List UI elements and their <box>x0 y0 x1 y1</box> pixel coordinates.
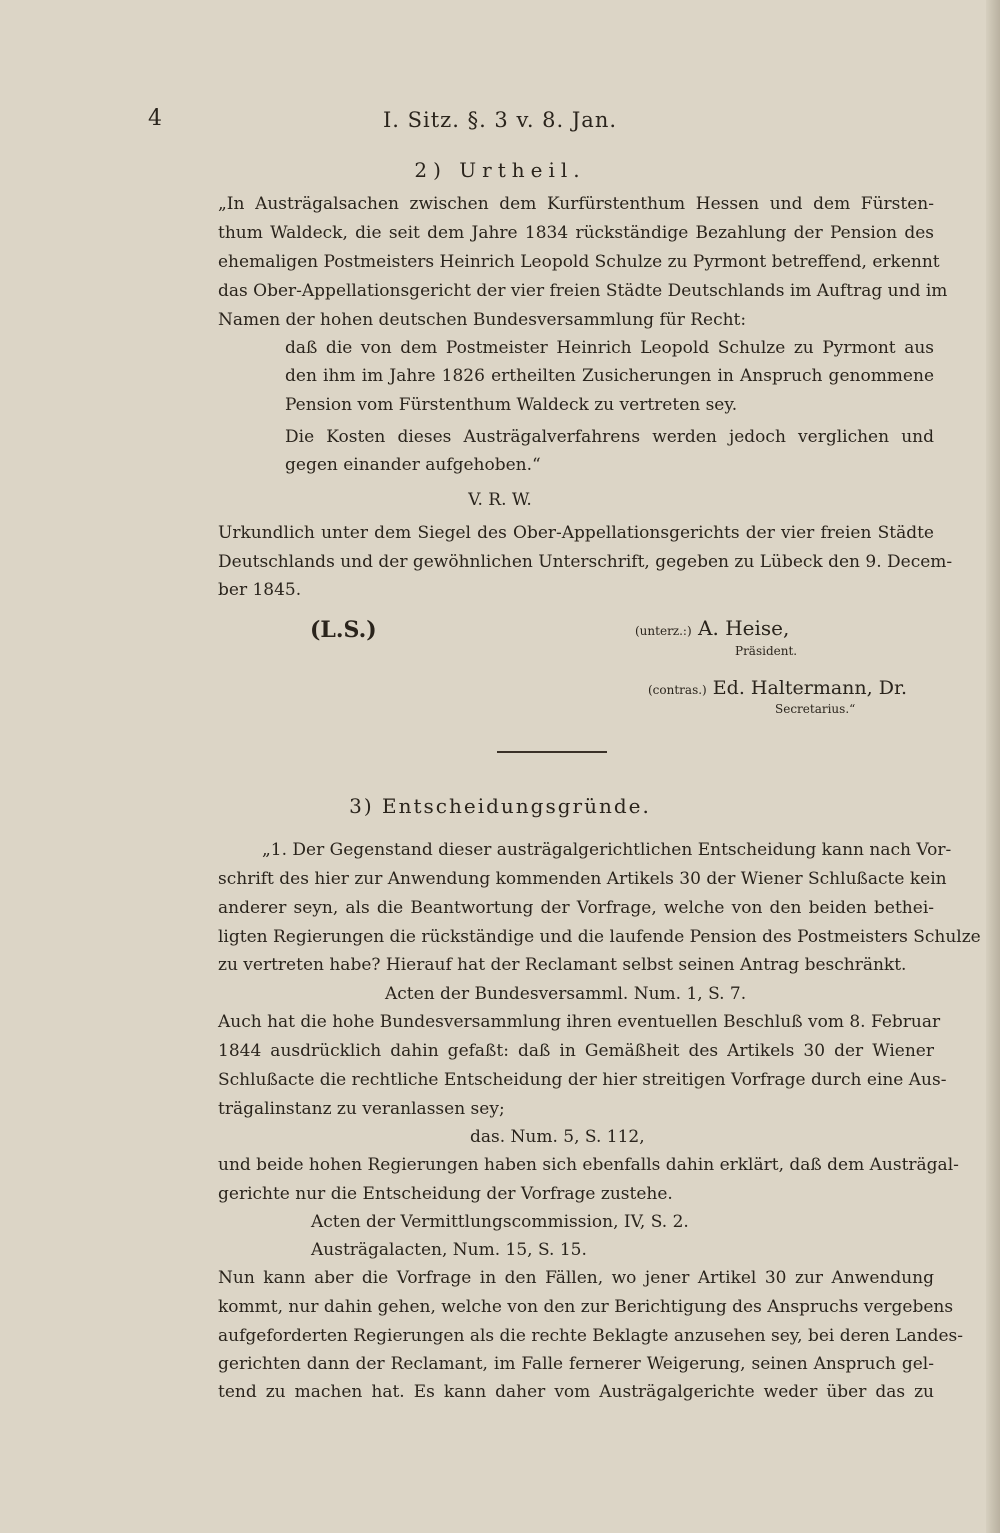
text-line: ehemaligen Postmeisters Heinrich Leopold Schulze zu Pyrmont betreffend, erkennt <box>218 252 940 272</box>
text-line: das Ober-Appellationsgericht der vier freien Städte Deutschlands im Auftrag und im <box>218 281 948 301</box>
reference-line: das. Num. 5, S. 112, <box>470 1127 645 1147</box>
ruling-line: den ihm im Jahre 1826 ertheilten Zusicherungen in Anspruch genommene <box>285 366 934 386</box>
section-title-entscheidungsgruende: 3) Entscheidungsgründe. <box>349 794 651 818</box>
ruling-line: daß die von dem Postmeister Heinrich Leopold Schulze zu Pyrmont aus <box>285 338 934 358</box>
costs-line: Die Kosten dieses Austrägalverfahrens werden jedoch verglichen und <box>285 427 934 447</box>
text-line: zu vertreten habe? Hierauf hat der Reclamant selbst seinen Antrag beschränkt. <box>218 955 907 975</box>
text-line: tend zu machen hat. Es kann daher vom Austrägalgerichte weder über das zu <box>218 1382 934 1402</box>
text-line: 1844 ausdrücklich dahin gefaßt: daß in Gemäßheit des Artikels 30 der Wiener <box>218 1041 934 1061</box>
section-title-urtheil: 2) Urtheil. <box>414 158 586 182</box>
reference-line: Acten der Bundesversamml. Num. 1, S. 7. <box>385 984 747 1004</box>
text-line: thum Waldeck, die seit dem Jahre 1834 rückständige Bezahlung der Pension des <box>218 223 934 243</box>
text-line: und beide hohen Regierungen haben sich ebenfalls dahin erklärt, daß dem Austrägal- <box>218 1155 959 1175</box>
signature-title: Präsident. <box>735 644 798 658</box>
attest-line: ber 1845. <box>218 580 302 600</box>
text-line: trägalinstanz zu veranlassen sey; <box>218 1099 505 1119</box>
signature-name: Ed. Haltermann, Dr. <box>712 677 907 699</box>
text-line: ligten Regierungen die rückständige und die laufende Pension des Postmeisters Schulze <box>218 927 981 947</box>
signature-label: (unterz.:) <box>635 624 692 638</box>
text-line: Schlußacte die rechtliche Entscheidung der hier streitigen Vorfrage durch eine Aus- <box>218 1070 947 1090</box>
vrw-formula: V. R. W. <box>468 490 532 510</box>
text-line: schrift des hier zur Anwendung kommenden Artikels 30 der Wiener Schlußacte kein <box>218 869 947 889</box>
reference-line: Acten der Vermittlungscommission, IV, S. 2. <box>311 1212 689 1232</box>
text-line: Namen der hohen deutschen Bundesversammlung für Recht: <box>218 310 747 330</box>
attest-line: Deutschlands und der gewöhnlichen Unterschrift, gegeben zu Lübeck den 9. Decem- <box>218 552 953 572</box>
text-line: „1. Der Gegenstand dieser austrägalgerichtlichen Entscheidung kann nach Vor- <box>262 840 952 860</box>
text-line: kommt, nur dahin gehen, welche von den zur Berichtigung des Anspruchs vergebens <box>218 1297 954 1317</box>
text-line: anderer seyn, als die Beantwortung der Vorfrage, welche von den beiden bethei- <box>218 898 934 918</box>
text-line: aufgeforderten Regierungen als die rechte Beklagte anzusehen sey, bei deren Landes- <box>218 1326 964 1346</box>
section-divider <box>497 751 607 753</box>
signature-president <box>635 616 935 643</box>
text-line: Nun kann aber die Vorfrage in den Fällen, wo jener Artikel 30 zur Anwendung <box>218 1268 934 1288</box>
signature-title: Secretarius.“ <box>775 702 856 716</box>
signature-secretary <box>648 676 938 702</box>
text-line: gerichten dann der Reclamant, im Falle fernerer Weigerung, seinen Anspruch gel- <box>218 1354 934 1374</box>
attest-line: Urkundlich unter dem Siegel des Ober-Appellationsgerichts der vier freien Städte <box>218 523 934 543</box>
page-edge-shadow <box>986 0 1000 1533</box>
reference-line: Austrägalacten, Num. 15, S. 15. <box>311 1240 587 1260</box>
ruling-line: Pension vom Fürstenthum Waldeck zu vertreten sey. <box>285 395 738 415</box>
signature-name: A. Heise, <box>698 616 790 640</box>
running-head: I. Sitz. §. 3 v. 8. Jan. <box>382 108 618 132</box>
text-line: Auch hat die hohe Bundesversammlung ihren eventuellen Beschluß vom 8. Februar <box>218 1012 941 1032</box>
page-number: 4 <box>148 106 162 131</box>
signature-label: (contras.) <box>648 683 707 697</box>
text-line: „In Austrägalsachen zwischen dem Kurfürstenthum Hessen und dem Fürsten- <box>218 194 934 214</box>
text-line: gerichte nur die Entscheidung der Vorfrage zustehe. <box>218 1184 673 1204</box>
seal-mark: (L.S.) <box>310 617 377 643</box>
costs-line: gegen einander aufgehoben.“ <box>285 455 541 475</box>
